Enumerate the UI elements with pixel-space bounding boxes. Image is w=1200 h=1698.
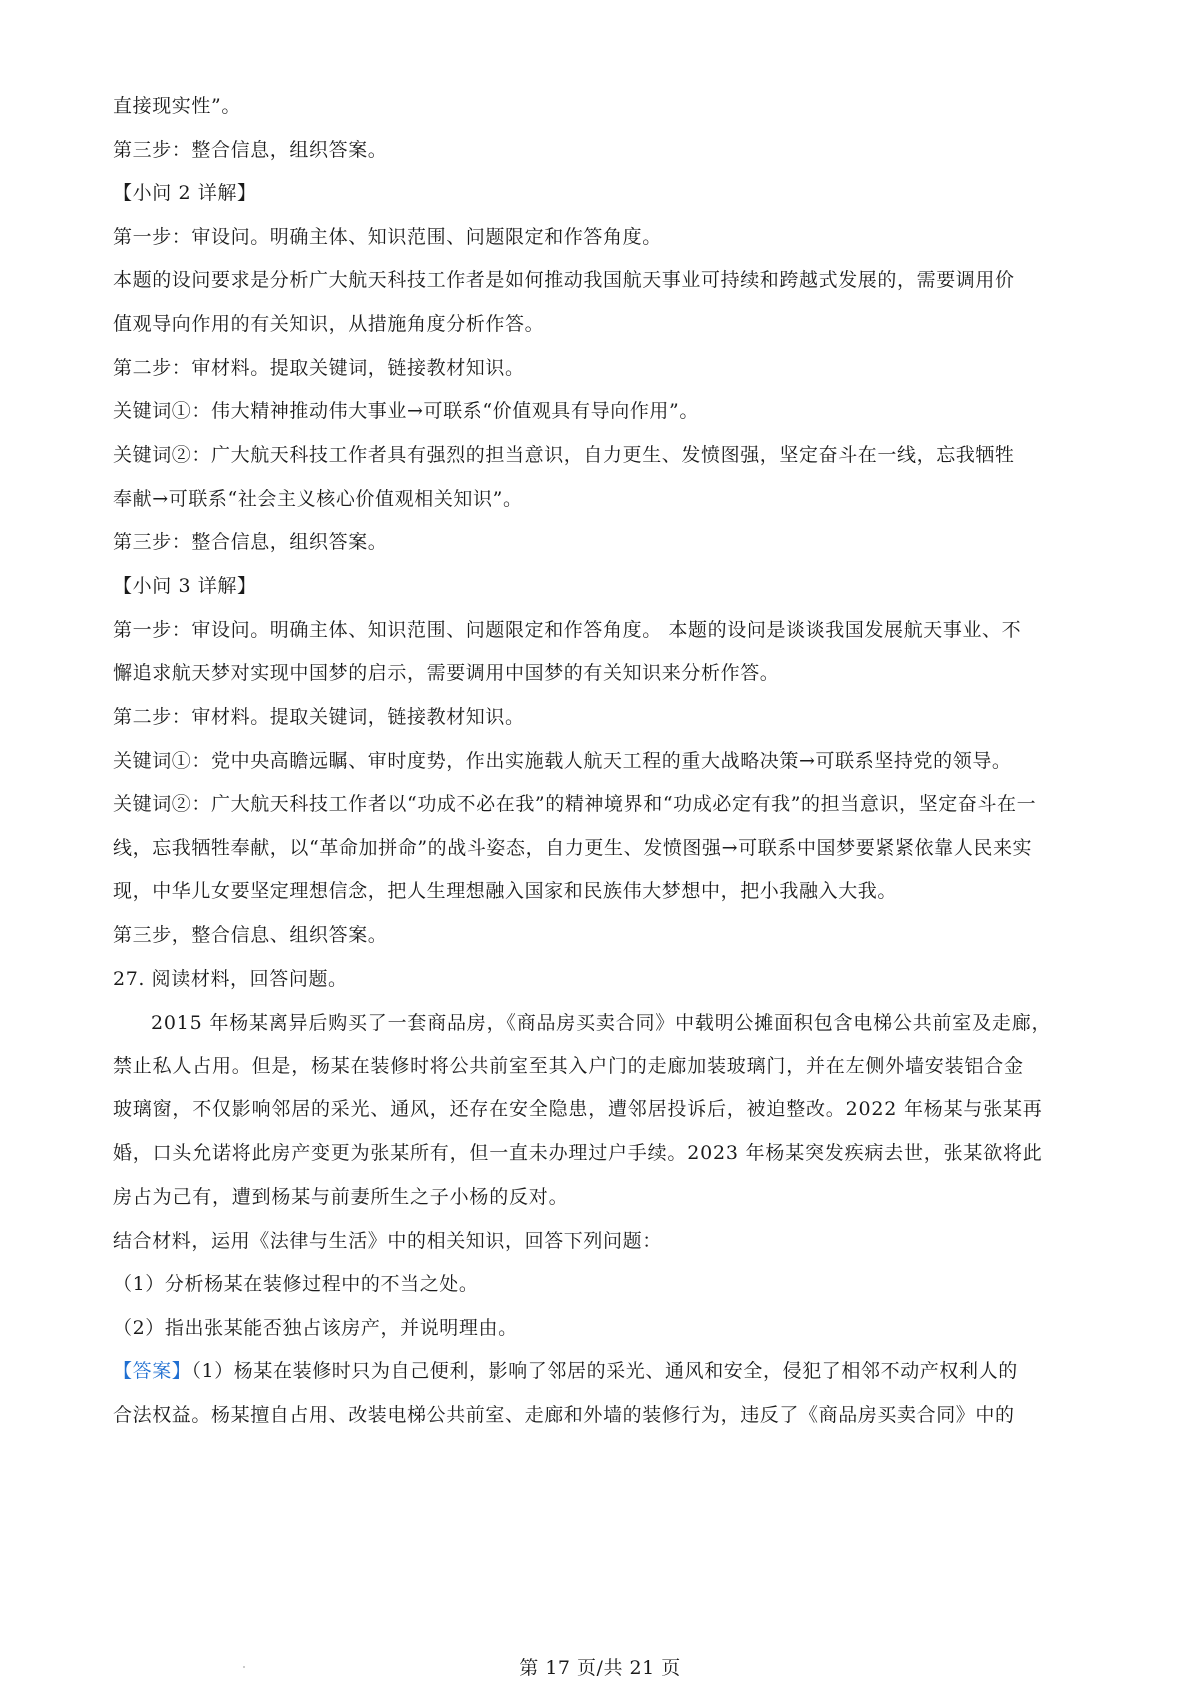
text-line: 本题的设问要求是分析广大航天科技工作者是如何推动我国航天事业可持续和跨越式发展的，需要调用价 [113, 269, 1015, 291]
text-line: 直接现实性”。 [113, 95, 241, 117]
section-heading: 【小问 2 详解】 [113, 182, 257, 204]
material-line: 房占为己有，遭到杨某与前妻所生之子小杨的反对。 [113, 1186, 569, 1208]
material-line: 婚，口头允诺将此房产变更为张某所有，但一直未办理过户手续。2023 年杨某突发疾病去世，张某欲将此 [113, 1142, 1043, 1164]
text-line: 现，中华儿女要坚定理想信念，把人生理想融入国家和民族伟大梦想中，把小我融入大我。 [113, 880, 898, 902]
answer-text: （1）杨某在装修时只为自己便利，影响了邻居的采光、通风和安全，侵犯了相邻不动产权利人的 [191, 1360, 1018, 1382]
question-part-1: （1）分析杨某在装修过程中的不当之处。 [113, 1273, 479, 1295]
text-line: 关键词②：广大航天科技工作者以“功成不必在我”的精神境界和“功成必定有我”的担当意识，坚定奋斗在一 [113, 793, 1037, 815]
answer-line [113, 1359, 1103, 1383]
text-line: 懈追求航天梦对实现中国梦的启示，需要调用中国梦的有关知识来分析作答。 [113, 662, 780, 684]
section-heading: 【小问 3 详解】 [113, 575, 257, 597]
text-line: 第三步，整合信息、组织答案。 [113, 924, 388, 946]
text-line: 第二步：审材料。提取关键词，链接教材知识。 [113, 357, 525, 379]
material-line: 2015 年杨某离异后购买了一套商品房，《商品房买卖合同》中载明公摊面积包含电梯公共前室及走廊， [151, 1012, 1052, 1034]
text-line: 关键词①：党中央高瞻远瞩、审时度势，作出实施载人航天工程的重大战略决策→可联系坚持党的领导。 [113, 750, 1012, 772]
question-part-2: （2）指出张某能否独占该房产，并说明理由。 [113, 1317, 518, 1339]
text-line: 第三步：整合信息，组织答案。 [113, 531, 388, 553]
text-line: 线，忘我牺牲奉献，以“革命加拼命”的战斗姿态，自力更生、发愤图强→可联系中国梦要紧紧依靠人民来实 [113, 837, 1033, 859]
material-line: 禁止私人占用。但是，杨某在装修时将公共前室至其入户门的走廊加装玻璃门，并在左侧外墙安装铝合金 [113, 1055, 1024, 1077]
text-line: 第一步：审设问。明确主体、知识范围、问题限定和作答角度。 [113, 226, 662, 248]
question-title: 27. 阅读材料，回答问题。 [113, 968, 348, 990]
text-line: 第一步：审设问。明确主体、知识范围、问题限定和作答角度。 本题的设问是谈谈我国发展航天事业、不 [113, 619, 1022, 641]
text-line: 关键词②：广大航天科技工作者具有强烈的担当意识，自力更生、发愤图强，坚定奋斗在一线，忘我牺牲 [113, 444, 1015, 466]
answer-tag: 【答案】 [113, 1360, 192, 1382]
question-prompt: 结合材料，运用《法律与生活》中的相关知识，回答下列问题： [113, 1230, 662, 1252]
answer-line: 合法权益。杨某擅自占用、改装电梯公共前室、走廊和外墙的装修行为，违反了《商品房买卖合同》中的 [113, 1404, 1015, 1426]
text-line: 奉献→可联系“社会主义核心价值观相关知识”。 [113, 488, 523, 510]
page-footer: 第 17 页/共 21 页 [519, 1657, 681, 1679]
material-line: 玻璃窗，不仅影响邻居的采光、通风，还存在安全隐患，遭邻居投诉后，被迫整改。2022 年杨某与张某再 [113, 1098, 1043, 1120]
text-line: 关键词①：伟大精神推动伟大事业→可联系“价值观具有导向作用”。 [113, 400, 699, 422]
text-line: 第三步：整合信息，组织答案。 [113, 139, 388, 161]
text-line: 第二步：审材料。提取关键词，链接教材知识。 [113, 706, 525, 728]
text-line: 值观导向作用的有关知识，从措施角度分析作答。 [113, 313, 545, 335]
